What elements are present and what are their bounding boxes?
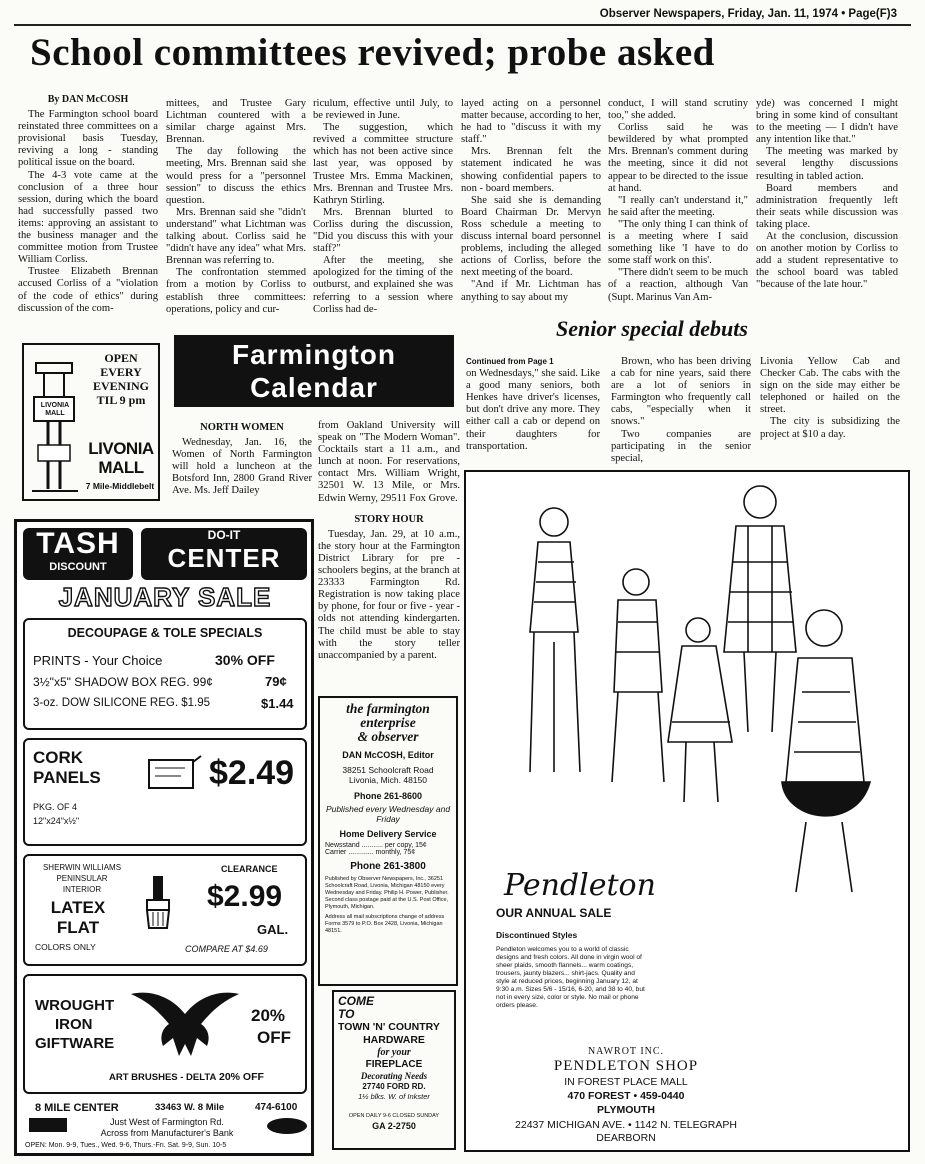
shadow-box-price: 79¢ <box>265 674 287 689</box>
mall-address: 7 Mile-Middlebelt <box>85 481 155 491</box>
story-paragraph: She said she is demanding Board Chairman Dr. Mervyn Ross schedule a meeting to discuss internal board personnel problems, including the alleged actions of Corliss, before the next meeting of the board. <box>461 194 601 279</box>
mall-sign-icon <box>30 353 80 495</box>
story-paragraph: Mrs. Brennan felt the statement indicated he was showing confidential papers to non - board members. <box>461 146 601 194</box>
compare-price: COMPARE AT $4.69 <box>185 944 268 954</box>
discontinued-styles: Discontinued Styles <box>496 930 578 940</box>
continued-from: Continued from Page 1 <box>466 357 554 366</box>
art-brushes-discount: 20% OFF <box>219 1071 264 1083</box>
forest-place-mall: IN FOREST PLACE MALL <box>564 1076 688 1088</box>
story-paragraph: Mrs. Brennan blurted to Corliss during the discussion, "Did you discuss this with your staff?" <box>313 206 453 255</box>
prints-label: PRINTS - Your Choice <box>33 653 163 668</box>
story-column-3 <box>313 98 453 316</box>
senior-paragraph: Brown, who has been driving a cab for nine years, said there are a lot of seniors in Farmington who frequently call cabs, "especially when it snows." <box>611 356 751 428</box>
senior-paragraph: The city is subsidizing the project at $10 a day. <box>760 416 900 440</box>
mall-name <box>84 439 158 477</box>
calendar-column-2 <box>318 420 460 662</box>
iron-box <box>23 974 307 1094</box>
masthead-name-line: & observer <box>357 729 419 744</box>
story-column-4 <box>461 98 601 304</box>
dearborn-label: DEARBORN <box>596 1132 656 1144</box>
masthead-fineprint: Address all mail subscriptions change of address Forms 3579 to P.O. Box 2428, Livonia, Michigan 48151. <box>325 914 445 934</box>
masthead-name-line: enterprise <box>360 715 416 730</box>
do-it-logo <box>141 528 307 580</box>
masthead-address: Livonia, Mich. 48150 <box>349 775 427 785</box>
story-paragraph: The day following the meeting, Mrs. Brennan said she would press for a "personnel session" to discuss the ethics question. <box>166 146 306 206</box>
calendar-column-1 <box>172 420 312 498</box>
silicone-label: 3-oz. DOW SILICONE REG. $1.95 <box>33 697 211 709</box>
hardware-line: TO <box>338 1007 355 1021</box>
story-column-5 <box>608 98 748 304</box>
byline: By DAN McCOSH <box>47 94 129 105</box>
latex-price: $2.99 <box>207 880 283 913</box>
iron-title-line: GIFTWARE <box>35 1035 115 1052</box>
fashion-illustration <box>486 482 906 902</box>
center-directions: Just West of Farmington Rd. <box>110 1117 224 1127</box>
story-hour-title: STORY HOUR <box>354 513 424 525</box>
pendleton-ad <box>464 470 910 1152</box>
gallon-label: GAL. <box>257 922 289 937</box>
masthead-fineprint: Published by Observer Newspapers, Inc., 36251 Schoolcraft Road, Livonia, Michigan 48150 every Wednesday and Friday. Philip H. Power, Publisher. Second class postage paid at the U.S. Post Office, Plymouth, Michigan. <box>325 876 449 910</box>
latex-title <box>33 898 123 938</box>
story-paragraph: "And if Mr. Lichtman has anything to say about my <box>461 279 601 303</box>
cork-box <box>23 738 307 846</box>
pendleton-shop: PENDLETON SHOP <box>553 1058 699 1074</box>
story-paragraph: "I really can't understand it," he said after the meeting. <box>608 194 748 218</box>
masthead-carrier: Carrier ............. monthly, 75¢ <box>325 849 416 856</box>
cork-title-line: PANELS <box>33 768 101 787</box>
masthead-editor: DAN McCOSH, Editor <box>342 750 434 760</box>
masthead-box <box>318 696 458 986</box>
master-charge-logo <box>267 1118 307 1134</box>
iron-discount-off: OFF <box>257 1028 291 1047</box>
silicone-price: $1.44 <box>261 696 294 711</box>
masthead-delivery-title: Home Delivery Service <box>339 829 437 839</box>
masthead-published: Published every Wednesday and Friday <box>325 804 451 824</box>
hardware-line: 27740 FORD RD. <box>362 1082 426 1091</box>
do-it-logo-line: CENTER <box>167 543 281 573</box>
hardware-phone: GA 2-2750 <box>372 1121 416 1131</box>
shadow-box-label: 3½"x5" SHADOW BOX REG. 99¢ <box>33 675 213 689</box>
story-paragraph: After the meeting, she apologized for the timing of the outburst, and explained she was referring to a session where Corliss had de- <box>313 255 453 315</box>
iron-discount: 20% <box>251 1006 286 1025</box>
center-phone: 474-6100 <box>255 1102 298 1113</box>
iron-title-line: WROUGHT <box>35 997 115 1014</box>
cork-price: $2.49 <box>209 754 295 792</box>
center-address: 33463 W. 8 Mile <box>155 1102 225 1113</box>
tash-logo-line: DISCOUNT <box>49 561 107 573</box>
prints-discount: 30% OFF <box>215 652 275 668</box>
plymouth-label: PLYMOUTH <box>597 1104 655 1116</box>
sw-line: PENINSULAR <box>56 874 108 883</box>
cork-size: 12"x24"x½" <box>33 816 80 826</box>
masthead-name-line: the farmington <box>346 701 430 716</box>
story-paragraph: Corliss said he was bewildered by what prompted Mrs. Brennan's comment during the meeting, since it did not appear to be directed to the issue at hand. <box>608 122 748 194</box>
latex-title-line: LATEX <box>50 898 106 917</box>
story-column-2 <box>166 98 306 316</box>
mall-open: OPEN <box>104 351 138 365</box>
calendar-banner-line: Calendar <box>250 372 378 403</box>
calendar-paragraph: from Oakland University will speak on "The Modern Woman". Cocktails start a 11 a.m., and lunch at noon. For reservations, contact Mrs. William Wright, 32501 W. 13 Mile, or Mrs. Edwin Werny, 29511 Fox Grove. <box>318 420 460 504</box>
calendar-banner-line: Farmington <box>232 339 396 370</box>
cork-panel-icon <box>145 754 203 794</box>
eagle-icon <box>129 984 241 1064</box>
hardware-hours: OPEN DAILY 9-6 CLOSED SUNDAY <box>348 1113 440 1119</box>
decoupage-box <box>23 618 307 730</box>
calendar-paragraph: Tuesday, Jan. 29, at 10 a.m., the story hour at the Farmington District Library for pre - schoolers begins, at the branch at 23333 Farmington Rd. Registration is now taking place by phone, for four or five - year - olds not attending kindergarten. The child must be able to stay with the story teller unaccompanied by a parent. <box>318 528 460 661</box>
senior-paragraph: Livonia Yellow Cab and Checker Cab. The cabs with the sign on the side may either be telephoned or hailed on the street. <box>760 356 900 416</box>
january-sale: JANUARY SALE <box>58 582 272 612</box>
bank-logo <box>29 1118 67 1132</box>
story-paragraph: conduct, I will stand scrutiny too," she added. <box>608 98 748 122</box>
story-paragraph: The meeting was marked by several lengthy discussions resulting in tabled action. <box>756 146 898 182</box>
story-paragraph: "There didn't seem to be much of a reaction, although Van (Supt. Marinus Van Am- <box>608 267 748 303</box>
mall-til: TIL 9 pm <box>96 393 146 407</box>
story-paragraph: The suggestion, which revived a committee structure which has not been active since last year, was opposed by Trustee Mrs. Emma Mackinen, Mrs. Brennan and Trustee Mrs. Kathryn Stirling. <box>313 122 453 206</box>
sw-line: INTERIOR <box>62 885 102 894</box>
story-paragraph: Mrs. Brennan said she "didn't understand" what Lichtman was talking about. Corliss said he "didn't have any idea" what Mrs. Brennan was referring to. <box>166 206 306 267</box>
cork-title-line: CORK <box>33 748 84 767</box>
hardware-line: for your <box>377 1047 411 1058</box>
hardware-line: Decorating Needs <box>360 1071 428 1081</box>
senior-column-1 <box>466 356 600 453</box>
story-paragraph: At the conclusion, discussion on another motion by Corliss to add a student representative to the school board was tabled "because of the late hour." <box>756 231 898 291</box>
calendar-paragraph: Wednesday, Jan. 16, the Women of North Farmington will hold a luncheon at the Botsford Inn, 2800 Grand River Ave. Ms. Jeff Dailey <box>172 437 312 497</box>
iron-title <box>35 996 114 1053</box>
pendleton-logo: Pendleton <box>504 868 656 903</box>
cork-title <box>33 748 101 788</box>
michigan-address: 22437 MICHIGAN AVE. • 1142 N. TELEGRAPH <box>515 1119 737 1131</box>
livonia-mall-ad <box>22 343 160 501</box>
paint-brush-icon <box>133 872 191 934</box>
senior-column-3 <box>760 356 900 441</box>
story-paragraph: riculum, effective until July, to be reviewed in June. <box>313 98 453 122</box>
tash-logo-line: TASH <box>36 527 120 560</box>
clearance-label: CLEARANCE <box>221 864 278 874</box>
center-name: 8 MILE CENTER <box>35 1102 119 1114</box>
do-it-logo-line: DO-IT <box>207 528 241 542</box>
sw-line: SHERWIN WILLIAMS <box>42 863 122 872</box>
top-rule <box>14 24 911 26</box>
latex-colors: COLORS ONLY <box>35 942 96 952</box>
senior-column-2 <box>611 356 751 465</box>
mall-name-line: LIVONIA <box>88 439 154 458</box>
north-women-title: NORTH WOMEN <box>200 422 284 433</box>
senior-paragraph: Two companies are participating in the senior special, <box>611 428 751 464</box>
masthead-phone: Phone 261-3800 <box>350 861 426 872</box>
senior-title: Senior special debuts <box>556 316 748 341</box>
hardware-line: 1½ blks. W. of Inkster <box>358 1092 430 1101</box>
hardware-line: COME <box>338 994 374 1008</box>
latex-title-line: FLAT <box>56 918 100 937</box>
hardware-line: TOWN 'N' COUNTRY <box>338 1021 440 1033</box>
sherwin-williams <box>27 862 137 895</box>
hardware-line: HARDWARE <box>363 1034 425 1046</box>
story-paragraph: yde) was concerned I might bring in some kind of consultant to the meeting — I didn't have any intention like that." <box>756 98 898 146</box>
pendleton-body: Pendleton welcomes you to a world of classic designs and fresh colors. All done in virgin wool of sheer plaids, smooth flannels... warm coatings, trousers, jaunty blazers... shirt-jacs. Quality and style at reduced prices, beginning January 12, at 9:30 a.m. Sizes 5/6 - 15/16, 6-20, and 38 to 40, but not in every size, color or style. No mail or phone orders please. <box>496 946 645 1009</box>
mall-every: EVERY <box>100 365 142 379</box>
latex-box <box>23 854 307 966</box>
hardware-ad <box>332 990 456 1150</box>
story-paragraph: mittees, and Trustee Gary Lichtman countered with a similar charge against Mrs. Brennan. <box>166 98 306 146</box>
annual-sale: OUR ANNUAL SALE <box>496 906 612 920</box>
headline: School committees revived; probe asked <box>30 31 715 74</box>
masthead-phone: Phone 261-8600 <box>353 791 423 801</box>
masthead-address: 38251 Schoolcraft Road <box>342 765 434 775</box>
story-paragraph: The Farmington school board reinstated three committees on a provisional basis Tuesday, reviving a long - standing political issue on the board. <box>18 109 158 169</box>
story-paragraph: layed acting on a personnel matter because, according to her, he had to "discuss it with my staff." <box>461 98 601 146</box>
mall-sign-label: LIVONIA MALL <box>40 402 70 417</box>
tash-logo <box>23 528 133 580</box>
cork-package: PKG. OF 4 <box>33 802 78 812</box>
art-brushes: ART BRUSHES - DELTA <box>109 1072 217 1083</box>
story-paragraph: Trustee Elizabeth Brennan accused Corliss of a "violation of the code of ethics" during discussion of the com- <box>18 266 158 314</box>
center-hours: OPEN: Mon. 9-9, Tues., Wed. 9-6, Thurs.-Fri. Sat. 9-9, Sun. 10-5 <box>25 1142 227 1149</box>
story-paragraph: The 4-3 vote came at the conclusion of a three hour session, during which the board had successfully passed two items: approving an assistant to the business manager and the committee motion from Trustee William Corliss. <box>18 169 158 266</box>
mall-name-line: MALL <box>98 458 144 477</box>
hardware-line: FIREPLACE <box>365 1059 423 1070</box>
page-folio: Observer Newspapers, Friday, Jan. 11, 1974 • Page(F)3 <box>599 8 897 20</box>
story-paragraph: The confrontation stemmed from a motion by Corliss to establish three committees: operations, policy and cur- <box>166 267 306 315</box>
story-column-6 <box>756 98 898 292</box>
center-directions: Across from Manufacturer's Bank <box>100 1128 234 1138</box>
story-paragraph: Board members and administration frequently left their seats while discussion was taking place. <box>756 182 898 230</box>
nawrot-label: NAWROT INC. <box>587 1046 665 1057</box>
decoupage-title: DECOUPAGE & TOLE SPECIALS <box>67 626 263 640</box>
masthead-newsstand: Newsstand ........... per copy, 15¢ <box>325 842 427 849</box>
senior-paragraph: on Wednesdays," she said. Like a good many seniors, both Henkes have driver's licenses, but don't drive any more. They either call a cab or depend on their daughters for transportation. <box>466 368 600 452</box>
iron-title-line: IRON <box>55 1016 93 1033</box>
calendar-banner <box>174 335 454 407</box>
masthead-title <box>325 702 451 744</box>
mall-hours <box>84 351 158 407</box>
tash-ad <box>14 519 314 1156</box>
forest-address: 470 FOREST • 459-0440 <box>567 1090 685 1102</box>
mall-evening: EVENING <box>92 379 149 393</box>
story-column-1 <box>18 94 158 315</box>
story-paragraph: "The only thing I can think of is a meeting where I said something like 'I have to do some staff work on this'. <box>608 218 748 267</box>
